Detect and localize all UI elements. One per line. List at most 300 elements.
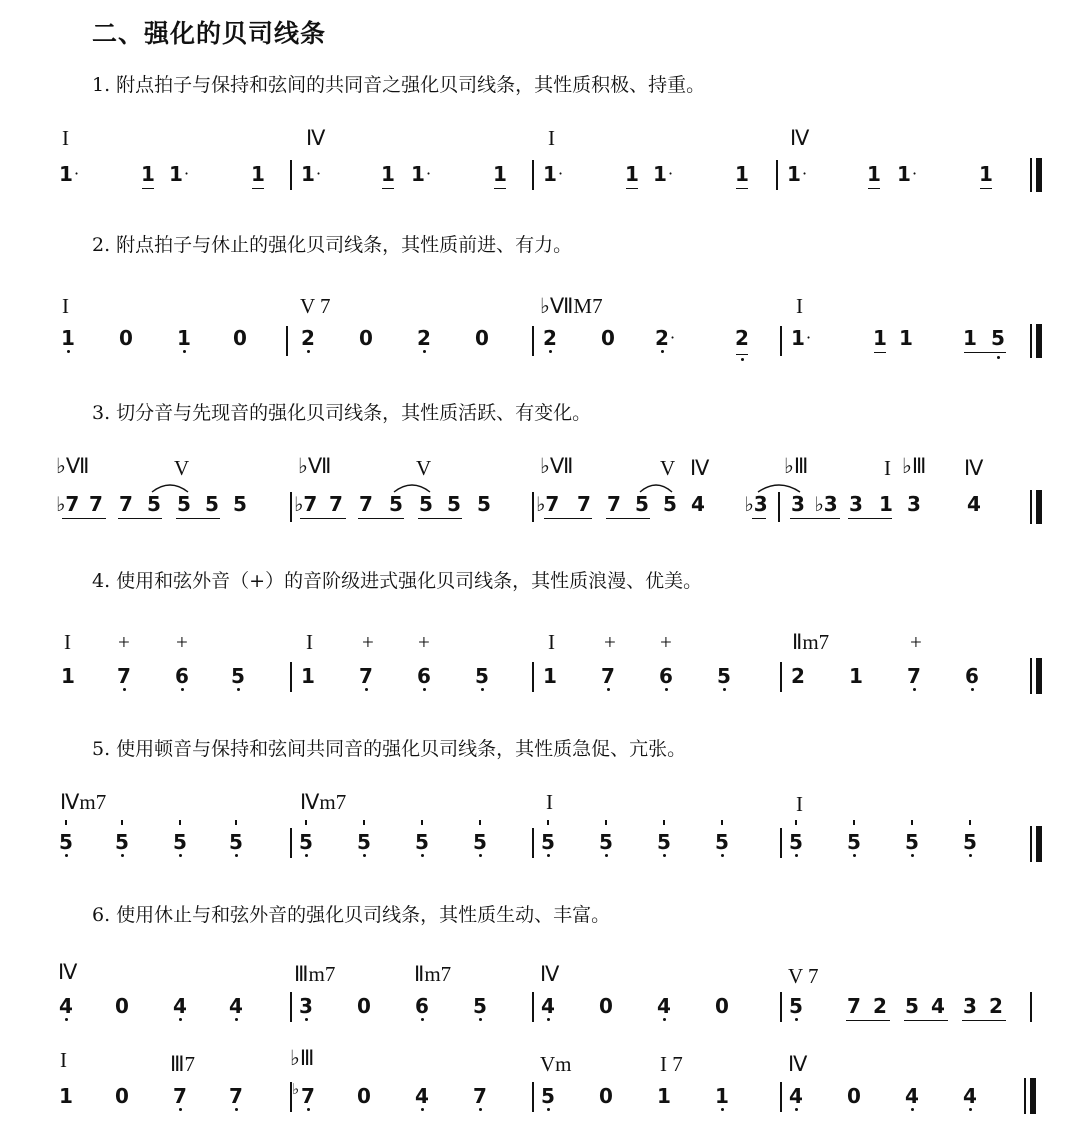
note: 1 (963, 326, 977, 350)
final-bar-thick (1036, 158, 1042, 192)
chord-label: + (362, 630, 374, 654)
note: 0 (601, 326, 615, 350)
duration-underline (736, 354, 748, 355)
note: 4 (931, 994, 945, 1018)
note: 1 (897, 162, 911, 186)
duration-underline (544, 518, 592, 519)
note: 5 (473, 830, 487, 854)
dotted-note-dot: · (670, 328, 676, 347)
staccato-mark (421, 820, 423, 825)
note: 1 (543, 664, 557, 688)
duration-underline (142, 188, 154, 189)
duration-underline (736, 188, 748, 189)
note: ♭7 (56, 492, 80, 516)
note: 4 (59, 994, 73, 1018)
chord-label: + (118, 630, 130, 654)
chord-label: I 7 (660, 1052, 683, 1076)
octave-dot-low (911, 1108, 914, 1111)
octave-dot-low (665, 688, 668, 691)
duration-underline (626, 188, 638, 189)
octave-dot-low (549, 350, 552, 353)
bar-line (780, 326, 782, 356)
note: 5 (115, 830, 129, 854)
note: 4 (415, 1084, 429, 1108)
chord-label: Ⅳ (790, 126, 810, 150)
octave-dot-low (181, 688, 184, 691)
note: 1 (653, 162, 667, 186)
note: 5 (415, 830, 429, 854)
octave-dot-low (795, 1108, 798, 1111)
duration-underline (176, 518, 220, 519)
note: 1 (657, 1084, 671, 1108)
chord-label: I (546, 790, 553, 814)
bar-line (532, 662, 534, 692)
duration-underline (848, 518, 892, 519)
chord-label: ♭Ⅶ (540, 454, 574, 478)
dotted-note-dot: · (426, 164, 432, 183)
octave-dot-low (971, 688, 974, 691)
note: 7 (847, 994, 861, 1018)
note: 2 (735, 326, 749, 350)
note: 0 (599, 994, 613, 1018)
note: 1 (899, 326, 913, 350)
tie-arc (392, 480, 432, 494)
note: 5 (477, 492, 491, 516)
note: 4 (657, 994, 671, 1018)
octave-dot-low (305, 854, 308, 857)
note: 1 (301, 664, 315, 688)
bar-line (780, 992, 782, 1022)
note: 6 (415, 994, 429, 1018)
octave-dot-low (607, 688, 610, 691)
dotted-note-dot: · (806, 328, 812, 347)
note: 5 (717, 664, 731, 688)
note: 5 (205, 492, 219, 516)
note: 7 (601, 664, 615, 688)
tie-arc (150, 480, 190, 494)
staccato-mark (547, 820, 549, 825)
bar-line (290, 992, 292, 1022)
chord-label: V 7 (300, 294, 331, 318)
chord-label: Ⅱm7 (792, 630, 830, 654)
chord-label: I (884, 456, 891, 480)
chord-label: ♭Ⅲ (784, 454, 809, 478)
staccato-mark (479, 820, 481, 825)
chord-label: ♭Ⅶ (56, 454, 90, 478)
duration-underline (300, 518, 346, 519)
octave-dot-low (307, 1108, 310, 1111)
staccato-mark (605, 820, 607, 825)
dotted-note-dot: · (912, 164, 918, 183)
octave-dot-low (913, 688, 916, 691)
note: 7 (89, 492, 103, 516)
chord-label: I (64, 630, 71, 654)
bar-line (776, 160, 778, 190)
chord-label: I (62, 294, 69, 318)
final-bar-thin (1030, 490, 1032, 524)
bar-line (780, 828, 782, 858)
note: 5 (905, 994, 919, 1018)
chord-label: + (910, 630, 922, 654)
duration-underline (358, 518, 404, 519)
note: 3 (907, 492, 921, 516)
dotted-note-dot: · (316, 164, 322, 183)
note: 7 (173, 1084, 187, 1108)
chord-label: + (418, 630, 430, 654)
dotted-note-dot: · (184, 164, 190, 183)
octave-dot-low (179, 1108, 182, 1111)
final-bar-thin (1030, 158, 1032, 192)
note: 5 (147, 492, 161, 516)
note: 1 (849, 664, 863, 688)
note: 1 (879, 492, 893, 516)
octave-dot-low (423, 688, 426, 691)
note: 2 (655, 326, 669, 350)
note: 5 (177, 492, 191, 516)
tie-arc (638, 480, 674, 494)
duration-underline (868, 188, 880, 189)
note: 7 (607, 492, 621, 516)
note: 3 (299, 994, 313, 1018)
note: 7 (473, 1084, 487, 1108)
note: 1 (251, 162, 265, 186)
note: 0 (357, 994, 371, 1018)
duration-underline (752, 518, 766, 519)
octave-dot-low (661, 350, 664, 353)
note: 4 (173, 994, 187, 1018)
octave-dot-low (65, 854, 68, 857)
octave-dot-low (179, 1018, 182, 1021)
octave-dot-low (723, 688, 726, 691)
octave-dot-low (67, 350, 70, 353)
chord-label: ♭Ⅶ (298, 454, 332, 478)
octave-dot-low (123, 688, 126, 691)
note: 0 (359, 326, 373, 350)
bar-line (780, 1082, 782, 1112)
note: 7 (119, 492, 133, 516)
bar-line (532, 1082, 534, 1112)
note: 4 (967, 492, 981, 516)
chord-label: I (62, 126, 69, 150)
octave-dot-low (479, 1108, 482, 1111)
staccato-mark (853, 820, 855, 825)
note: 7 (229, 1084, 243, 1108)
chord-label: I (548, 630, 555, 654)
bar-line (532, 492, 534, 522)
bar-line (290, 492, 292, 522)
octave-dot-low (853, 854, 856, 857)
note: 2 (791, 664, 805, 688)
description-6: 6. 使用休止与和弦外音的强化贝司线条，其性质生动、丰富。 (92, 904, 611, 926)
bar-line (532, 160, 534, 190)
bar-line (286, 326, 288, 356)
bar-line (290, 662, 292, 692)
note: 3 (963, 994, 977, 1018)
bar-line (1030, 992, 1032, 1022)
duration-underline (418, 518, 462, 519)
note: 1 (61, 664, 75, 688)
note: 2 (417, 326, 431, 350)
duration-underline (606, 518, 650, 519)
note: 7 (577, 492, 591, 516)
octave-dot-low (421, 1108, 424, 1111)
dotted-note-dot: · (74, 164, 80, 183)
note: 1 (141, 162, 155, 186)
chord-label: Vm (540, 1052, 572, 1076)
note: 5 (419, 492, 433, 516)
description-5: 5. 使用顿音与保持和弦间共同音的强化贝司线条，其性质急促、亢张。 (92, 738, 687, 760)
note: 7 (359, 664, 373, 688)
note: 5 (789, 830, 803, 854)
description-3: 3. 切分音与先现音的强化贝司线条，其性质活跃、有变化。 (92, 402, 592, 424)
octave-dot-low (65, 1018, 68, 1021)
chord-label: Ⅳm7 (300, 790, 347, 814)
bar-line (290, 160, 292, 190)
final-bar-thick (1036, 324, 1042, 358)
note: 5 (473, 994, 487, 1018)
note: 1 (381, 162, 395, 186)
staccato-mark (121, 820, 123, 825)
note: 6 (175, 664, 189, 688)
description-1: 1. 附点拍子与保持和弦间的共同音之强化贝司线条，其性质积极、持重。 (92, 74, 706, 96)
note: 1 (543, 162, 557, 186)
octave-dot-low (795, 854, 798, 857)
chord-label: ♭Ⅲ (290, 1046, 315, 1070)
octave-dot-low (605, 854, 608, 857)
staccato-mark (179, 820, 181, 825)
note: 5 (963, 830, 977, 854)
bar-line (532, 326, 534, 356)
note: ♭7 (536, 492, 560, 516)
note: 5 (59, 830, 73, 854)
final-bar-thin (1030, 324, 1032, 358)
description-4: 4. 使用和弦外音（+）的音阶级进式强化贝司线条，其性质浪漫、优美。 (92, 570, 703, 592)
duration-underline (980, 188, 992, 189)
octave-dot-low (721, 1108, 724, 1111)
octave-dot-low (795, 1018, 798, 1021)
bar-line (532, 992, 534, 1022)
octave-dot-low (547, 1018, 550, 1021)
note: 1 (715, 1084, 729, 1108)
chord-label: V (174, 456, 190, 480)
octave-dot-low (741, 358, 744, 361)
note: 5 (991, 326, 1005, 350)
chord-label: V 7 (788, 964, 819, 988)
note: 4 (691, 492, 705, 516)
note: 0 (119, 326, 133, 350)
note: 3 (791, 492, 805, 516)
chord-label: Ⅳ (306, 126, 326, 150)
score-system-2 (0, 292, 1086, 362)
score-system-3 (0, 452, 1086, 522)
note: 7 (359, 492, 373, 516)
chord-label: Ⅳ (690, 456, 710, 480)
note: 7 (329, 492, 343, 516)
note: 1 (169, 162, 183, 186)
note: 5 (233, 492, 247, 516)
score-system-4 (0, 628, 1086, 698)
score-system-7 (0, 1046, 1086, 1116)
note: 1 (735, 162, 749, 186)
note: 1 (59, 162, 73, 186)
note: 1 (59, 1084, 73, 1108)
note: 1 (873, 326, 887, 350)
staccato-mark (663, 820, 665, 825)
note: 5 (447, 492, 461, 516)
dotted-note-dot: · (668, 164, 674, 183)
note: 6 (965, 664, 979, 688)
bar-line (290, 828, 292, 858)
note: 1 (791, 326, 805, 350)
note: 1 (301, 162, 315, 186)
score-system-5 (0, 790, 1086, 860)
note: ♭3 (814, 492, 838, 516)
dotted-note-dot: · (802, 164, 808, 183)
duration-underline (494, 188, 506, 189)
flat-sign: ♭ (292, 1080, 300, 1098)
note: 1 (61, 326, 75, 350)
final-bar-thick (1036, 658, 1042, 694)
octave-dot-low (183, 350, 186, 353)
note: 4 (905, 1084, 919, 1108)
final-bar-thick (1036, 490, 1042, 524)
note: 1 (979, 162, 993, 186)
bar-line (532, 828, 534, 858)
bar-line (778, 492, 780, 522)
octave-dot-low (997, 356, 1000, 359)
duration-underline (790, 518, 840, 519)
dotted-note-dot: · (558, 164, 564, 183)
note: 5 (231, 664, 245, 688)
note: 0 (475, 326, 489, 350)
chord-label: I (796, 294, 803, 318)
octave-dot-low (421, 1018, 424, 1021)
note: 3 (849, 492, 863, 516)
chord-label: V (416, 456, 432, 480)
note: 5 (657, 830, 671, 854)
note: 0 (115, 994, 129, 1018)
note: 1 (493, 162, 507, 186)
note: 2 (543, 326, 557, 350)
note: 2 (873, 994, 887, 1018)
octave-dot-low (423, 350, 426, 353)
chord-label: + (660, 630, 672, 654)
octave-dot-low (479, 854, 482, 857)
chord-label: Ⅲ7 (170, 1052, 195, 1076)
duration-underline (118, 518, 162, 519)
chord-label: Ⅳ (58, 960, 78, 984)
note: 1 (411, 162, 425, 186)
duration-underline (964, 352, 1006, 353)
octave-dot-low (363, 854, 366, 857)
note: 6 (659, 664, 673, 688)
chord-label: Ⅳ (540, 962, 560, 986)
octave-dot-low (235, 854, 238, 857)
octave-dot-low (235, 1108, 238, 1111)
staccato-mark (911, 820, 913, 825)
staccato-mark (363, 820, 365, 825)
octave-dot-low (307, 350, 310, 353)
octave-dot-low (237, 688, 240, 691)
chord-label: + (604, 630, 616, 654)
chord-label: ♭Ⅲ (902, 454, 927, 478)
octave-dot-low (365, 688, 368, 691)
duration-underline (62, 518, 106, 519)
note: 5 (599, 830, 613, 854)
description-2: 2. 附点拍子与休止的强化贝司线条，其性质前进、有力。 (92, 234, 573, 256)
staccato-mark (795, 820, 797, 825)
octave-dot-low (663, 854, 666, 857)
note: ♭7 (294, 492, 318, 516)
octave-dot-low (479, 1018, 482, 1021)
duration-underline (962, 1020, 1006, 1021)
staccato-mark (65, 820, 67, 825)
note: 1 (625, 162, 639, 186)
final-bar-thick (1030, 1078, 1036, 1114)
note: 0 (599, 1084, 613, 1108)
note: 4 (963, 1084, 977, 1108)
chord-label: Ⅳ (788, 1052, 808, 1076)
note: 1 (787, 162, 801, 186)
note: 0 (357, 1084, 371, 1108)
note: 5 (173, 830, 187, 854)
note: 6 (417, 664, 431, 688)
note: 5 (789, 994, 803, 1018)
note: 5 (299, 830, 313, 854)
note: 2 (989, 994, 1003, 1018)
note: 7 (907, 664, 921, 688)
note: 5 (635, 492, 649, 516)
note: 4 (789, 1084, 803, 1108)
staccato-mark (969, 820, 971, 825)
note: 7 (117, 664, 131, 688)
duration-underline (382, 188, 394, 189)
chord-label: I (548, 126, 555, 150)
chord-label: Ⅳm7 (60, 790, 107, 814)
duration-underline (904, 1020, 948, 1021)
note: 4 (229, 994, 243, 1018)
score-system-6 (0, 958, 1086, 1028)
octave-dot-low (663, 1018, 666, 1021)
octave-dot-low (969, 854, 972, 857)
final-bar-thin (1030, 658, 1032, 694)
octave-dot-low (969, 1108, 972, 1111)
octave-dot-low (481, 688, 484, 691)
octave-dot-low (235, 1018, 238, 1021)
note: 5 (715, 830, 729, 854)
chord-label: I (306, 630, 313, 654)
note: 1 (867, 162, 881, 186)
score-system-1 (0, 124, 1086, 194)
note: 7 (301, 1084, 315, 1108)
note: 0 (847, 1084, 861, 1108)
final-bar-thin (1024, 1078, 1026, 1114)
octave-dot-low (547, 1108, 550, 1111)
note: 4 (541, 994, 555, 1018)
chord-label: Ⅳ (964, 456, 984, 480)
note: 5 (847, 830, 861, 854)
chord-label: ♭ⅦM7 (540, 294, 603, 318)
note: ♭3 (744, 492, 768, 516)
octave-dot-low (179, 854, 182, 857)
note: 5 (357, 830, 371, 854)
note: 0 (115, 1084, 129, 1108)
chord-label: I (796, 792, 803, 816)
note: 5 (475, 664, 489, 688)
duration-underline (874, 352, 886, 353)
note: 5 (389, 492, 403, 516)
note: 5 (541, 1084, 555, 1108)
